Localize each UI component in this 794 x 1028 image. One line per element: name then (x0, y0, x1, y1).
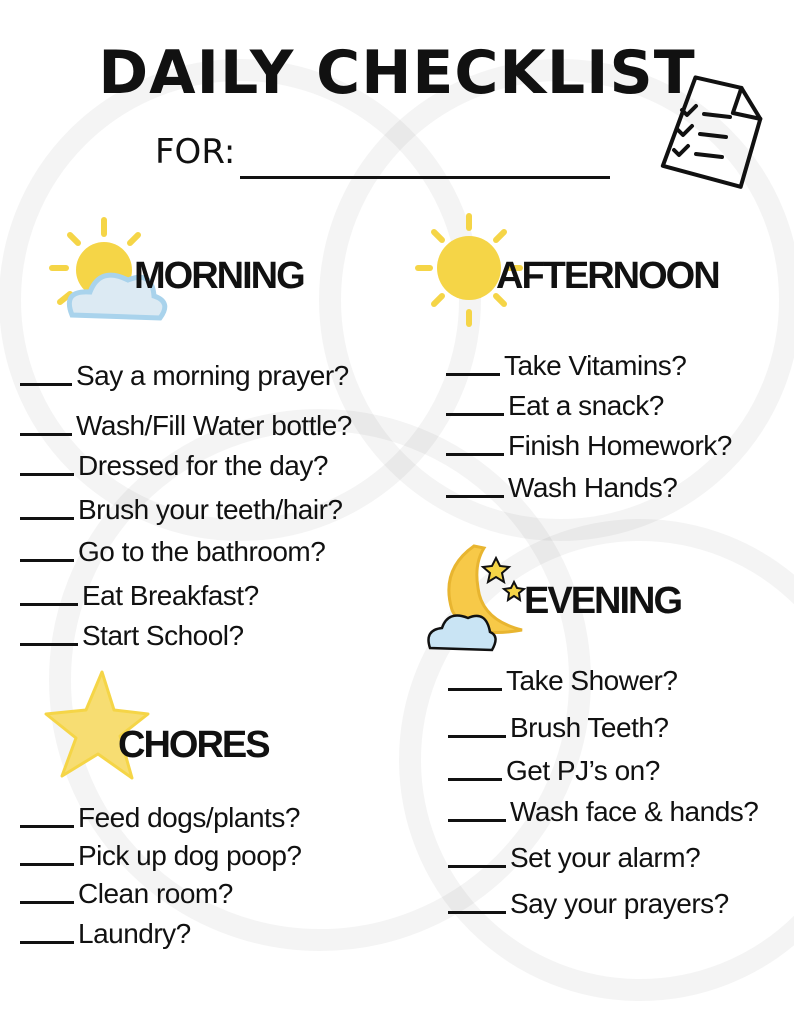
moon-stars-cloud-icon (422, 540, 537, 655)
check-blank[interactable] (446, 495, 504, 498)
evening-item[interactable]: Brush Teeth? (448, 712, 669, 744)
chores-heading: CHORES (118, 724, 269, 766)
check-blank[interactable] (446, 413, 504, 416)
check-blank[interactable] (20, 603, 78, 606)
chores-item[interactable]: Feed dogs/plants? (20, 802, 300, 834)
morning-item[interactable]: Say a morning prayer? (20, 360, 349, 392)
check-blank[interactable] (446, 453, 504, 456)
check-blank[interactable] (448, 735, 506, 738)
check-blank[interactable] (20, 383, 72, 386)
for-name-blank[interactable] (240, 176, 610, 179)
check-blank[interactable] (448, 865, 506, 868)
evening-item[interactable]: Say your prayers? (448, 888, 729, 920)
morning-item[interactable]: Brush your teeth/hair? (20, 494, 343, 526)
morning-item[interactable]: Dressed for the day? (20, 450, 328, 482)
morning-heading: MORNING (134, 255, 304, 297)
chores-item[interactable]: Clean room? (20, 878, 233, 910)
check-blank[interactable] (20, 863, 74, 866)
check-blank[interactable] (448, 778, 502, 781)
evening-item[interactable]: Get PJ’s on? (448, 755, 660, 787)
check-blank[interactable] (20, 559, 74, 562)
evening-item[interactable]: Take Shower? (448, 665, 677, 697)
evening-item[interactable]: Wash face & hands? (448, 796, 758, 828)
check-blank[interactable] (20, 433, 72, 436)
evening-heading: EVENING (524, 580, 682, 622)
evening-item[interactable]: Set your alarm? (448, 842, 700, 874)
check-blank[interactable] (448, 819, 506, 822)
afternoon-item[interactable]: Eat a snack? (446, 390, 664, 422)
check-blank[interactable] (448, 688, 502, 691)
afternoon-item[interactable]: Finish Homework? (446, 430, 732, 462)
check-blank[interactable] (20, 901, 74, 904)
check-blank[interactable] (446, 373, 500, 376)
afternoon-item[interactable]: Wash Hands? (446, 472, 677, 504)
check-blank[interactable] (20, 517, 74, 520)
afternoon-item[interactable]: Take Vitamins? (446, 350, 686, 382)
checklist-document-icon (660, 72, 765, 192)
check-blank[interactable] (448, 911, 506, 914)
for-label: FOR: (155, 132, 236, 172)
check-blank[interactable] (20, 941, 74, 944)
morning-item[interactable]: Wash/Fill Water bottle? (20, 410, 352, 442)
page-title: DAILY CHECKLIST (98, 38, 696, 108)
morning-item[interactable]: Go to the bathroom? (20, 536, 325, 568)
check-blank[interactable] (20, 825, 74, 828)
chores-item[interactable]: Pick up dog poop? (20, 840, 301, 872)
afternoon-heading: AFTERNOON (496, 255, 719, 297)
morning-item[interactable]: Start School? (20, 620, 244, 652)
check-blank[interactable] (20, 473, 74, 476)
chores-item[interactable]: Laundry? (20, 918, 191, 950)
morning-item[interactable]: Eat Breakfast? (20, 580, 259, 612)
check-blank[interactable] (20, 643, 78, 646)
